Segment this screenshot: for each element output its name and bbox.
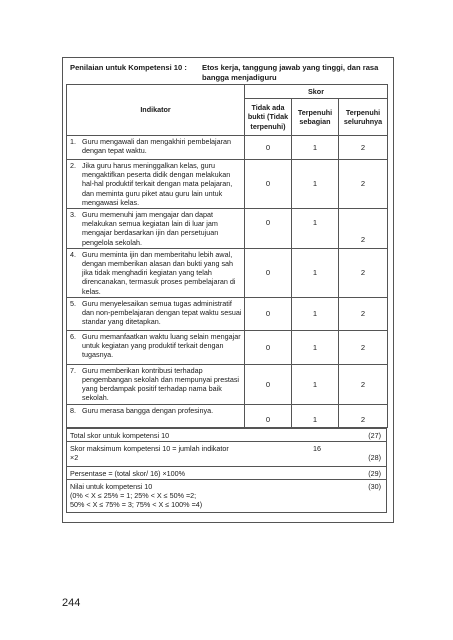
score-2: 2 (339, 404, 388, 427)
header-score-1: Terpenuhi sebagian (292, 99, 339, 136)
total-score-row (66, 428, 387, 442)
page-number: 244 (62, 597, 81, 609)
row-number: 3. (70, 210, 76, 220)
max-score-row (66, 441, 387, 467)
table-row (67, 330, 388, 364)
score-2: 2 (339, 136, 388, 160)
row-indicator: Guru memberikan kontribusi terhadap pengembangan sekolah dan mempunyai prestasi yang berdampak positif terhadap nama baik sekolah. (82, 365, 240, 403)
header-score-2: Terpenuhi seluruhnya (339, 99, 388, 136)
table-row (67, 364, 388, 404)
row-indicator: Guru merasa bangga dengan profesinya. (82, 405, 214, 415)
row-number: 1. (70, 137, 76, 146)
percentage-ref: (29) (368, 469, 381, 478)
row-number: 6. (70, 331, 76, 341)
max-score-value: 16 (313, 444, 321, 453)
max-score-multiplier: ×2 (70, 453, 79, 463)
row-number: 8. (70, 405, 76, 415)
row-indicator: Guru mengawali dan mengakhiri pembelajaran dengan tepat waktu. (82, 137, 232, 156)
score-1: 1 (292, 248, 339, 297)
row-indicator: Guru memanfaatkan waktu luang selain mengajar untuk kegiatan yang produktif terkait dengan tugasnya. (82, 331, 241, 360)
assessment-table (66, 84, 388, 428)
table-row (67, 404, 388, 427)
score-0: 0 (245, 160, 292, 209)
final-grade-label: Nilai untuk kompetensi 10 (70, 482, 153, 491)
score-0: 0 (245, 404, 292, 427)
row-number: 4. (70, 249, 76, 259)
table-row (67, 297, 388, 330)
score-1: 1 (292, 364, 339, 404)
score-1: 1 (292, 404, 339, 427)
score-2: 2 (339, 160, 388, 209)
final-grade-row (66, 479, 387, 513)
score-1: 1 (292, 160, 339, 209)
score-1: 1 (292, 136, 339, 160)
table-row (67, 136, 388, 160)
header-indikator: Indikator (67, 85, 245, 136)
score-2: 2 (339, 209, 388, 249)
row-indicator: Guru menyelesaikan semua tugas administratif dan non-pembelajaran dengan tepat waktu sesuai standar yang ditetapkan. (82, 298, 242, 327)
final-grade-rule-2: 50% < X ≤ 75% = 3; 75% < X ≤ 100% =4) (70, 500, 203, 510)
total-score-ref: (27) (368, 431, 381, 440)
score-1: 1 (292, 209, 339, 249)
row-indicator: Guru meminta ijin dan memberitahu lebih awal, dengan memberikan alasan dan bukti yang sah jika tidak menghadiri kegiatan yang telah direncanakan, termasuk proses pembelajaran di kelas. (82, 249, 236, 296)
score-1: 1 (292, 330, 339, 364)
row-number: 7. (70, 365, 76, 375)
table-row (67, 160, 388, 209)
score-0: 0 (245, 364, 292, 404)
score-1: 1 (292, 297, 339, 330)
competency-description: Etos kerja, tanggung jawab yang tinggi, dan rasa bangga menjadiguru (202, 63, 379, 82)
score-2: 2 (339, 248, 388, 297)
row-number: 2. (70, 161, 76, 170)
row-indicator: Jika guru harus meninggalkan kelas, guru mengaktifkan peserta didik dengan melakukan hal-hal produktif terkait dengan mata pelajaran, dan meminta guru piket atau guru lain untuk mengawasi kelas. (82, 161, 233, 207)
row-indicator: Guru memenuhi jam mengajar dan dapat melakukan semua kegiatan lain di luar jam mengajar berdasarkan ijin dan persetujuan pengelola sekolah. (82, 210, 219, 247)
score-0: 0 (245, 330, 292, 364)
percentage-row (66, 466, 387, 480)
score-2: 2 (339, 330, 388, 364)
score-0: 0 (245, 209, 292, 249)
competency-label: Penilaian untuk Kompetensi 10 : (70, 63, 187, 72)
table-row (67, 209, 388, 249)
max-score-ref: (28) (368, 453, 381, 463)
max-score-label: Skor maksimum kompetensi 10 = jumlah indikator (70, 444, 229, 453)
score-0: 0 (245, 297, 292, 330)
percentage-label: Persentase = (total skor/ 16) ×100% (70, 469, 186, 478)
header-skor: Skor (245, 85, 388, 99)
header-score-0: Tidak ada bukti (Tidak terpenuhi) (245, 99, 292, 136)
final-grade-ref: (30) (368, 482, 381, 491)
table-row (67, 248, 388, 297)
final-grade-rule-1: (0% < X ≤ 25% = 1; 25% < X ≤ 50% =2; (70, 491, 197, 501)
score-summary (66, 429, 387, 513)
score-0: 0 (245, 136, 292, 160)
total-score-label: Total skor untuk kompetensi 10 (70, 431, 170, 440)
score-0: 0 (245, 248, 292, 297)
row-number: 5. (70, 298, 76, 308)
score-2: 2 (339, 297, 388, 330)
score-2: 2 (339, 364, 388, 404)
